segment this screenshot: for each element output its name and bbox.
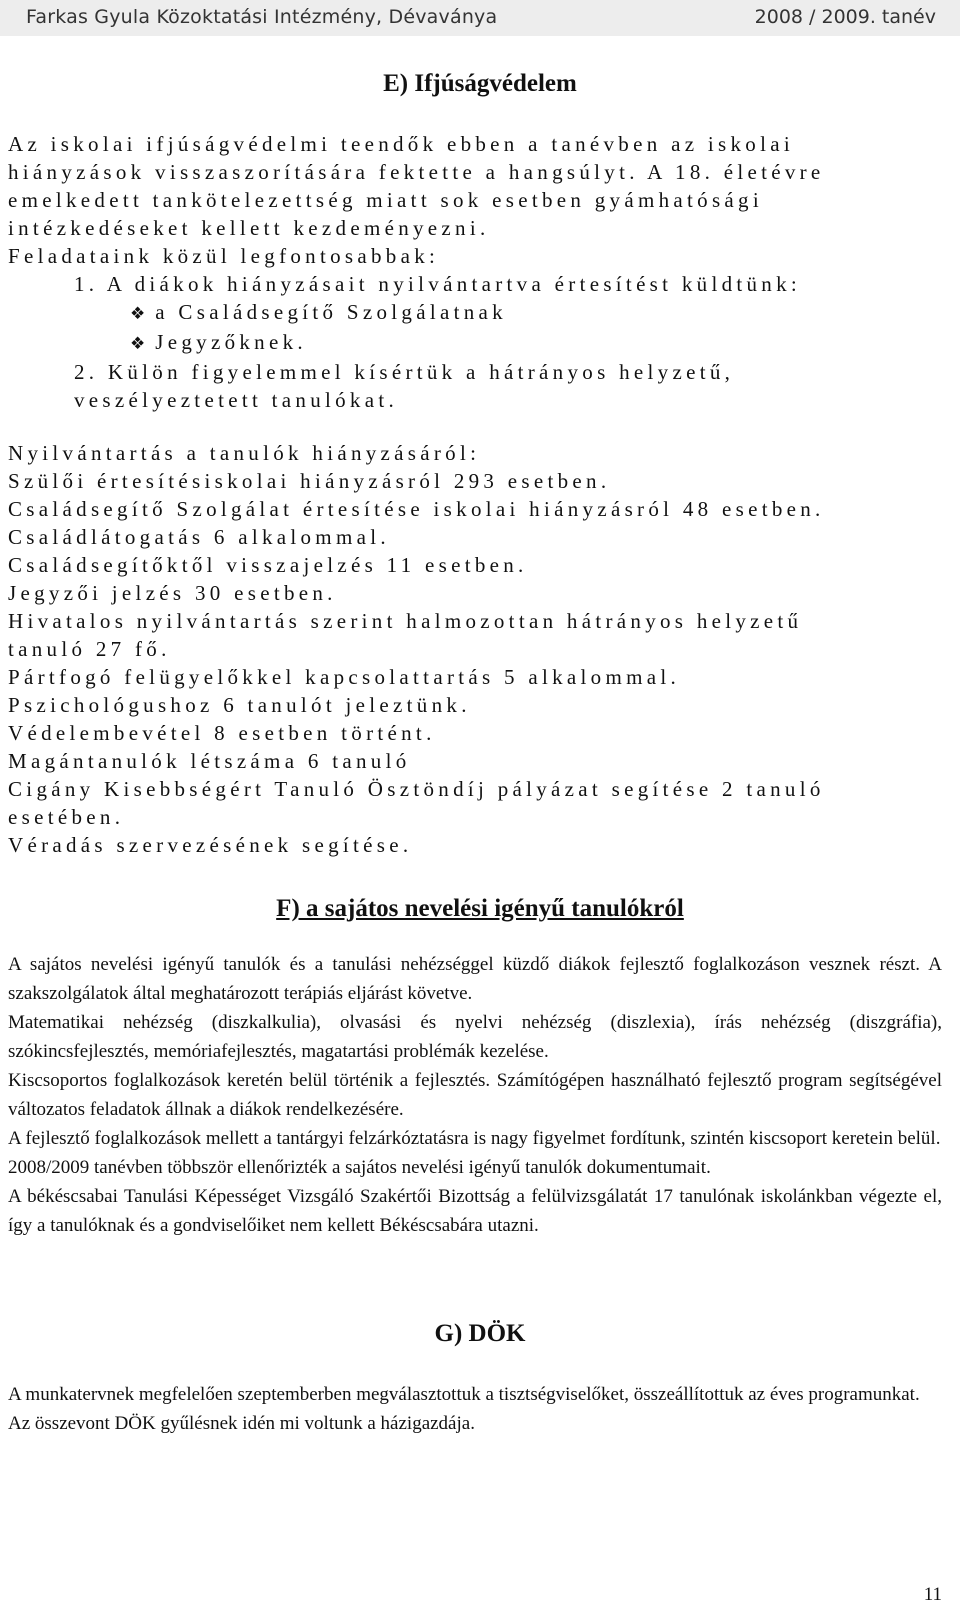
record-line: Pszichológushoz 6 tanulót jeleztünk. bbox=[8, 693, 471, 717]
section-f-body bbox=[8, 950, 942, 1240]
record-line: Magántanulók létszáma 6 tanuló bbox=[8, 749, 411, 773]
record-line: Szülői értesítésiskolai hiányzásról 293 esetben. bbox=[8, 469, 611, 493]
page-header bbox=[0, 0, 960, 36]
record-line: Védelembevétel 8 esetben történt. bbox=[8, 721, 436, 745]
paragraph: Az összevont DÖK gyűlésnek idén mi voltunk a házigazdája. bbox=[8, 1413, 475, 1434]
paragraph: A munkatervnek megfelelően szeptemberben megválasztottuk a tisztségviselőket, összeállítottuk az éves programunkat. bbox=[8, 1384, 920, 1405]
paragraph: Matematikai nehézség (diszkalkulia), olvasási és nyelvi nehézség (diszlexia), írás nehézség (diszgráfia), szókincsfejlesztés, memóriafejlesztés, magatartási problémák kezelése. bbox=[8, 1012, 942, 1062]
paragraph: A sajátos nevelési igényű tanulók és a tanulási nehézséggel küzdő diákok fejlesztő foglalkozáson vesznek részt. A szakszolgálatok által meghatározott terápiás eljárást követve. bbox=[8, 954, 942, 1004]
record-line: Jegyzői jelzés 30 esetben. bbox=[8, 581, 337, 605]
record-line: Családsegítőktől visszajelzés 11 esetben. bbox=[8, 553, 528, 577]
list-item-2: 2. Külön figyelemmel kísértük a hátrányos helyzetű, bbox=[74, 360, 735, 384]
list-item-2-cont: veszélyeztetett tanulókat. bbox=[74, 388, 399, 412]
record-line: Családsegítő Szolgálat értesítése iskolai hiányzásról 48 esetben. bbox=[8, 497, 825, 521]
record-line: tanuló 27 fő. bbox=[8, 637, 171, 661]
paragraph: A békéscsabai Tanulási Képességet Vizsgáló Szakértői Bizottság a felülvizsgálatát 17 tanulónak iskolánkban végezte el, így a tanulóknak és a gondviselőiket nem kellett Békéscsabára utazni. bbox=[8, 1186, 942, 1236]
page-number: 11 bbox=[923, 1584, 942, 1605]
record-line: Véradás szervezésének segítése. bbox=[8, 833, 413, 857]
institution-name: Farkas Gyula Közoktatási Intézmény, Dévaványa bbox=[26, 6, 498, 28]
section-g-title: G) DÖK bbox=[434, 1320, 526, 1347]
bullet-item: ❖ Jegyzőknek. bbox=[130, 330, 307, 355]
intro-line: emelkedett tankötelezettség miatt sok esetben gyámhatósági bbox=[8, 188, 763, 212]
record-line: Nyilvántartás a tanulók hiányzásáról: bbox=[8, 441, 481, 465]
paragraph: A fejlesztő foglalkozások mellett a tantárgyi felzárkóztatásra is nagy figyelmet fordítunk, szintén kiscsoport keretein belül. bbox=[8, 1128, 941, 1149]
record-line: Pártfogó felügyelőkkel kapcsolattartás 5 alkalommal. bbox=[8, 665, 681, 689]
bullet-item: ❖ a Családsegítő Szolgálatnak bbox=[130, 300, 507, 325]
record-line: Cigány Kisebbségért Tanuló Ösztöndíj pályázat segítése 2 tanuló bbox=[8, 777, 825, 801]
school-year: 2008 / 2009. tanév bbox=[754, 6, 936, 28]
section-g-body bbox=[8, 1380, 942, 1438]
intro-line: Feladataink közül legfontosabbak: bbox=[8, 244, 440, 268]
intro-line: hiányzások visszaszorítására fektette a hangsúlyt. A 18. életévre bbox=[8, 160, 825, 184]
paragraph: 2008/2009 tanévben többször ellenőrizték a sajátos nevelési igényű tanulók dokumentumait. bbox=[8, 1157, 711, 1178]
paragraph: Kiscsoportos foglalkozások keretén belül történik a fejlesztés. Számítógépen használható fejlesztő program segítségével változatos feladatok állnak a diákok rendelkezésére. bbox=[8, 1070, 942, 1120]
section-f-title: F) a sajátos nevelési igényű tanulókról bbox=[276, 895, 684, 922]
list-item-1: 1. A diákok hiányzásait nyilvántartva értesítést küldtünk: bbox=[74, 272, 802, 296]
intro-line: intézkedéseket kellett kezdeményezni. bbox=[8, 216, 490, 240]
record-line: esetében. bbox=[8, 805, 125, 829]
intro-line: Az iskolai ifjúságvédelmi teendők ebben a tanévben az iskolai bbox=[8, 132, 794, 156]
record-line: Családlátogatás 6 alkalommal. bbox=[8, 525, 390, 549]
record-line: Hivatalos nyilvántartás szerint halmozottan hátrányos helyzetű bbox=[8, 609, 803, 633]
section-e-title: E) Ifjúságvédelem bbox=[383, 70, 577, 97]
